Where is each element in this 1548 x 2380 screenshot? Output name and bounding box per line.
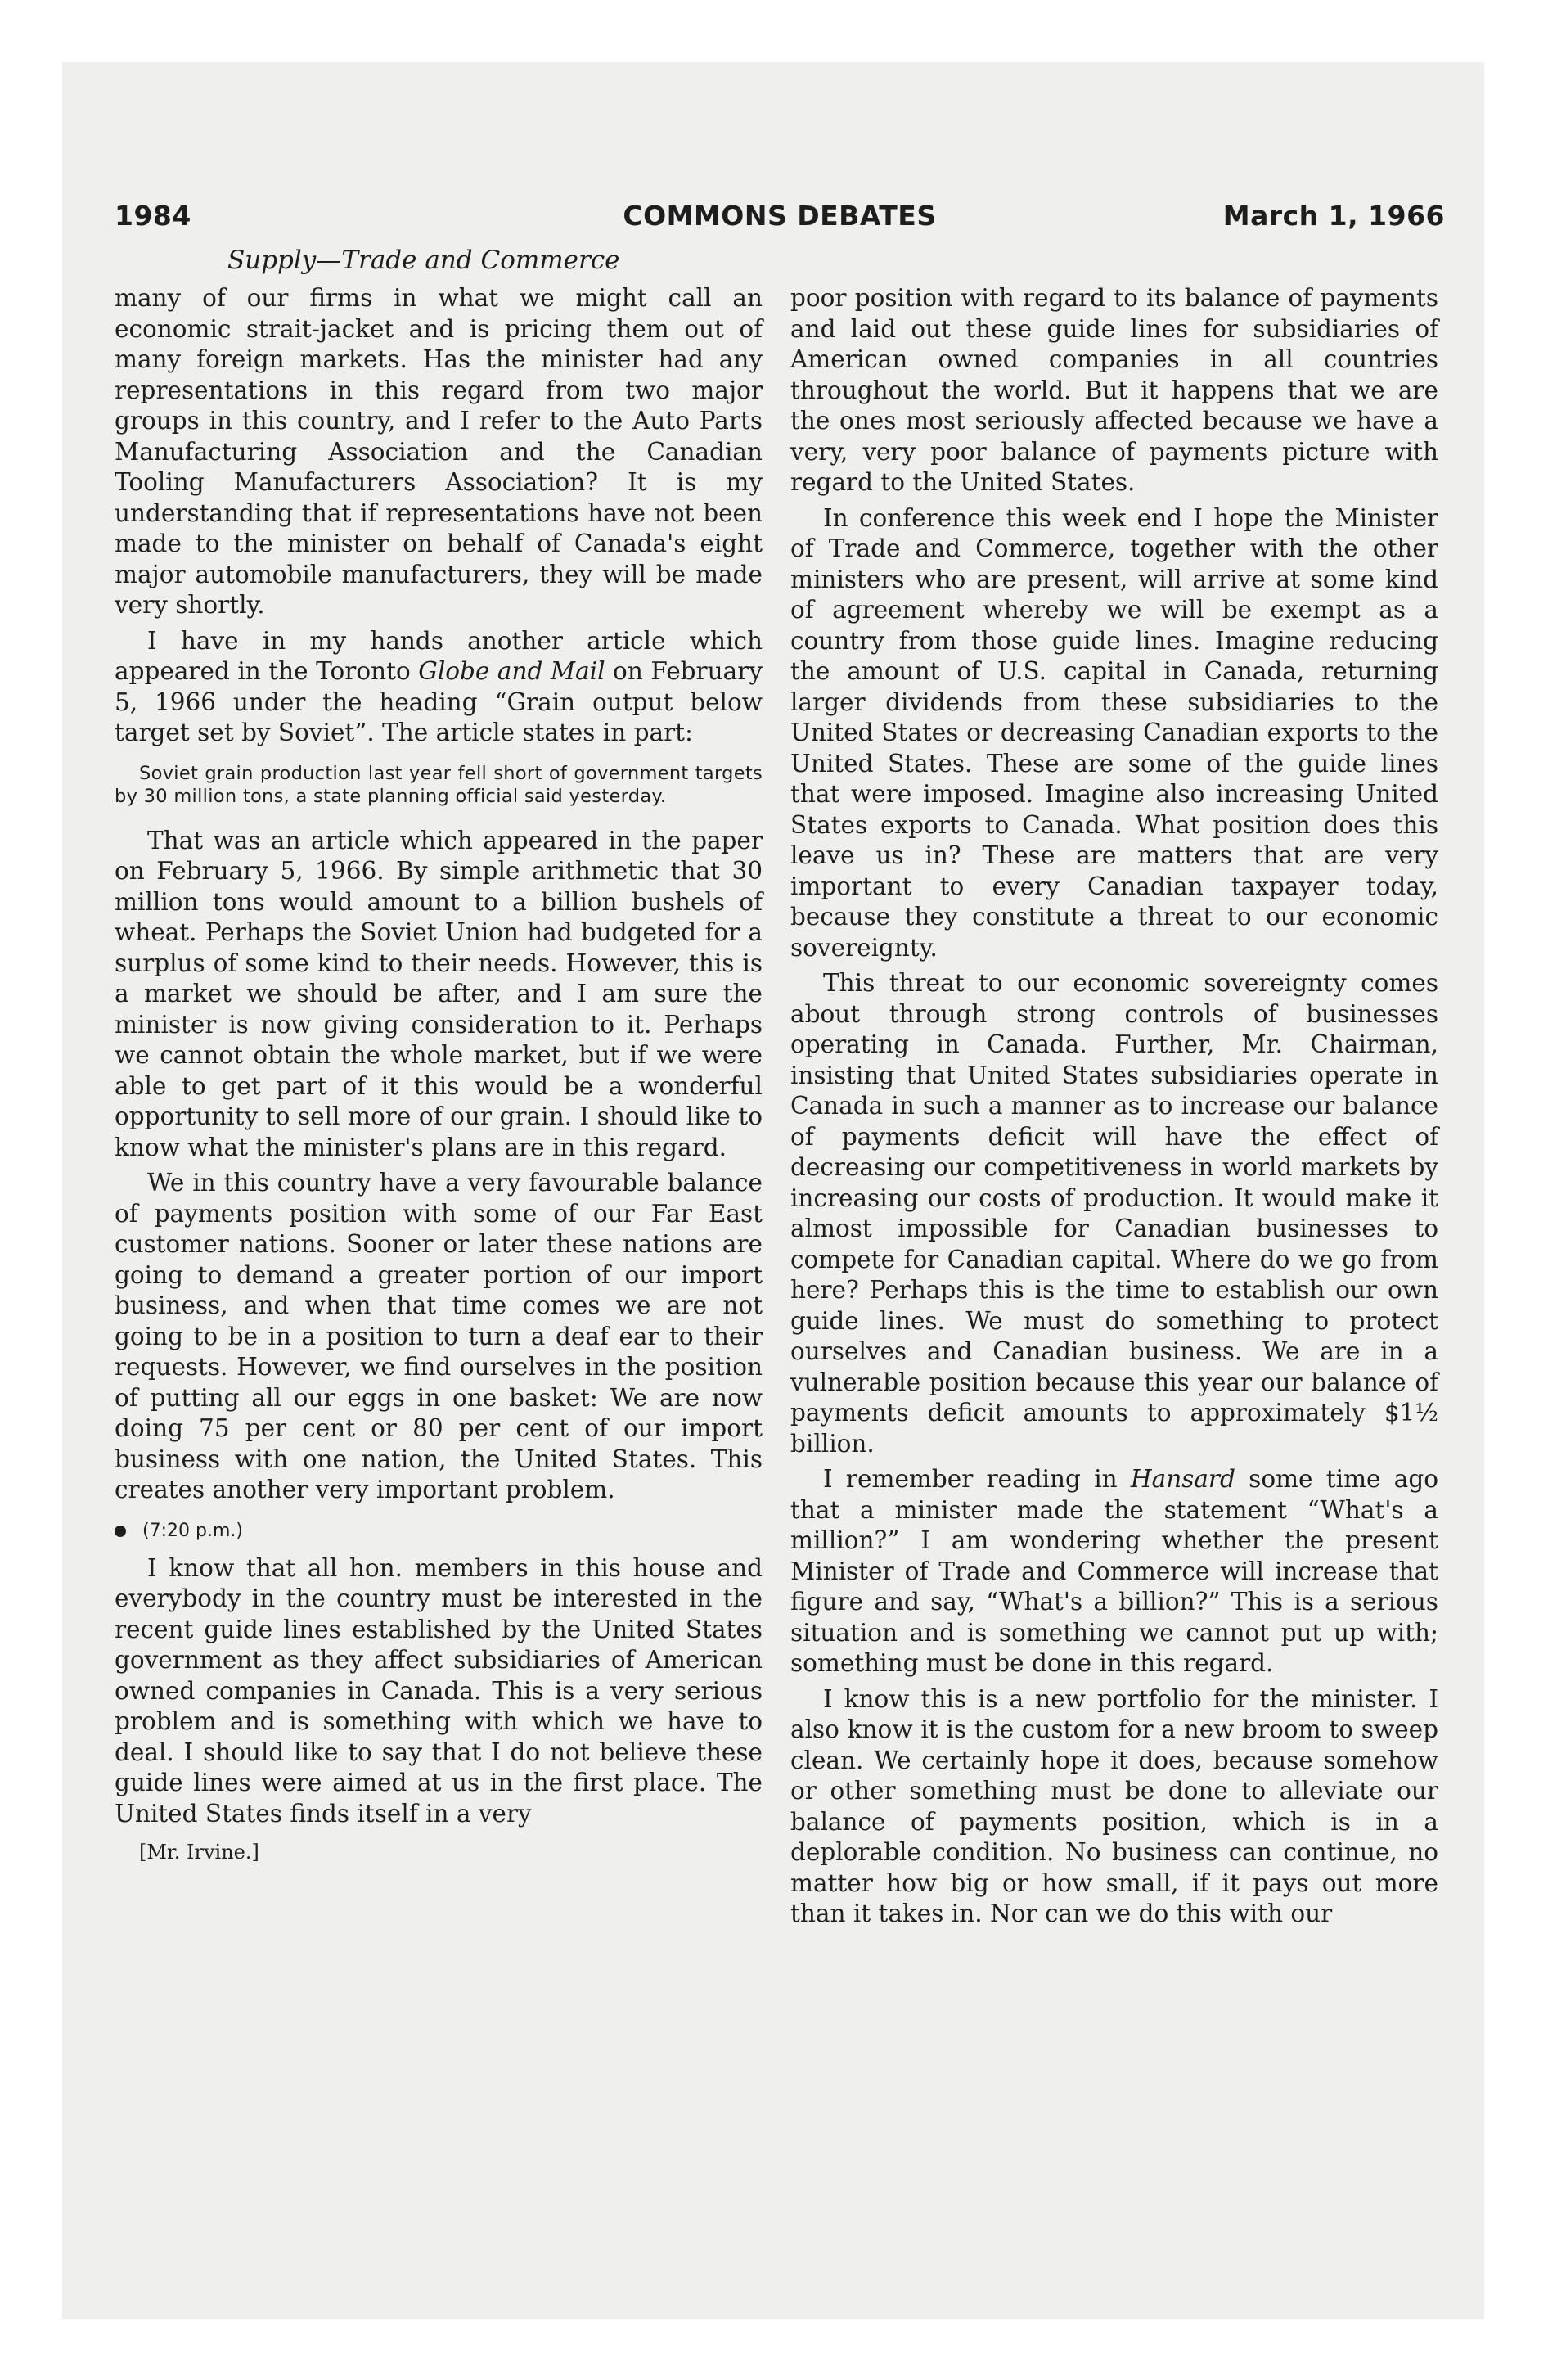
paragraph bbox=[790, 1464, 1438, 1679]
section-heading: Supply—Trade and Commerce bbox=[227, 246, 620, 275]
scanned-page bbox=[62, 62, 1484, 2319]
paragraph: many of our firms in what we might call an economic strait-jacket and is pricing them out of many foreign markets. Has the minister had any representations in this regard from two major groups in this country, and I refer to the Auto Parts Manufacturing Association and the Canadian Tooling Manufacturers Association? It is my understanding that if representations have not been made to the minister on behalf of Canada's eight major automobile manufacturers, they will be made very shortly. bbox=[115, 284, 763, 619]
paragraph: I know this is a new portfolio for the minister. I also know it is the custom for a new broom to sweep clean. We certainly hope it does, because somehow or other something must be done to alleviate our balance of payments position, which is in a deplorable condition. No business can continue, no matter how big or how small, if it pays out more than it takes in. Nor can we do this with our bbox=[790, 1684, 1438, 1927]
source-title: Hansard bbox=[1130, 1465, 1235, 1493]
paragraph: poor position with regard to its balance of payments and laid out these guide lines for subsidiaries of American owned companies in all countries throughout the world. But it happens that we are the ones most seriously affected because we have a very, very poor balance of payments picture with regard to the United States. bbox=[790, 284, 1438, 496]
timestamp-text: (7:20 p.m.) bbox=[142, 1520, 243, 1541]
paragraph: That was an article which appeared in the paper on February 5, 1966. By simple arithmetic that 30 million tons would amount to a billion bushels of wheat. Perhaps the Soviet Union had budgeted for a surplus of some kind to their needs. However, this is a market we should be after, and I am sure the minister is now giving consideration to it. Perhaps we cannot obtain the whole market, but if we were able to get part of it this would be a wonderful opportunity to sell more of our grain. I should like to know what the minister's plans are in this regard. bbox=[115, 826, 763, 1161]
page-header bbox=[115, 200, 1445, 242]
timestamp bbox=[115, 1516, 763, 1540]
bullet-icon bbox=[115, 1526, 126, 1537]
paragraph: I know that all hon. members in this house and everybody in the country must be interested in the recent guide lines established by the United States government as they affect subsidiaries of American owned companies in Canada. This is a very serious problem and is something with which we have to deal. I should like to say that I do not believe these guide lines were aimed at us in the first place. The United States finds itself in a very bbox=[115, 1553, 763, 1828]
block-quote: Soviet grain production last year fell short of government targets by 30 million tons, a state planning official said yesterday. bbox=[115, 762, 763, 807]
publication-title: COMMONS DEBATES bbox=[623, 200, 937, 232]
paragraph-text: I have in my hands another article which appeared in the Toronto bbox=[115, 626, 763, 685]
paragraph: In conference this week end I hope the Minister of Trade and Commerce, together with the other ministers who are present, will arrive at some kind of agreement whereby we will be exempt as a country from those guide lines. Imagine reducing the amount of U.S. capital in Canada, returning larger dividends from these subsidiaries to the United States or decreasing Canadian exports to the United States. These are some of the guide lines that were imposed. Imagine also increasing United States exports to Canada. What position does this leave us in? These are matters that are very important to every Canadian taxpayer today, because they constitute a threat to our economic sovereignty. bbox=[790, 503, 1438, 962]
paragraph-text: on February 5, 1966 under the heading “Grain output below target set by Soviet”. The article states in part: bbox=[115, 657, 763, 746]
right-column bbox=[790, 283, 1438, 1935]
page-content bbox=[115, 200, 1445, 1927]
page-number: 1984 bbox=[115, 200, 191, 232]
left-column bbox=[115, 283, 763, 1868]
paragraph-text: I remember reading in bbox=[823, 1465, 1131, 1493]
paragraph: This threat to our economic sovereignty comes about through strong controls of businesses operating in Canada. Further, Mr. Chairman, insisting that United States subsidiaries operate in Canada in such a manner as to increase our balance of payments deficit will have the effect of decreasing our competitiveness in world markets by increasing our costs of production. It would make it almost impossible for Canadian businesses to compete for Canadian capital. Where do we go from here? Perhaps this is the time to establish our own guide lines. We must do something to protect ourselves and Canadian business. We are in a vulnerable position because this year our balance of payments deficit amounts to approximately $1½ billion. bbox=[790, 969, 1438, 1458]
paragraph-text: some time ago that a minister made the statement “What's a million?” I am wondering whether the present Minister of Trade and Commerce will increase that figure and say, “What's a billion?” This is a serious situation and is something we cannot put up with; something must be done in this regard. bbox=[790, 1465, 1438, 1677]
speaker-attribution: [Mr. Irvine.] bbox=[139, 1841, 259, 1864]
paragraph bbox=[115, 626, 763, 749]
paragraph: We in this country have a very favourable balance of payments position with some of our Far East customer nations. Sooner or later these nations are going to demand a greater portion of our import business, and when that time comes we are not going to be in a position to turn a deaf ear to their requests. However, we find ourselves in the position of putting all our eggs in one basket: We are now doing 75 per cent or 80 per cent of our import business with one nation, the United States. This creates another very important problem. bbox=[115, 1169, 763, 1503]
issue-date: March 1, 1966 bbox=[1222, 200, 1445, 232]
newspaper-title: Globe and Mail bbox=[418, 657, 605, 685]
